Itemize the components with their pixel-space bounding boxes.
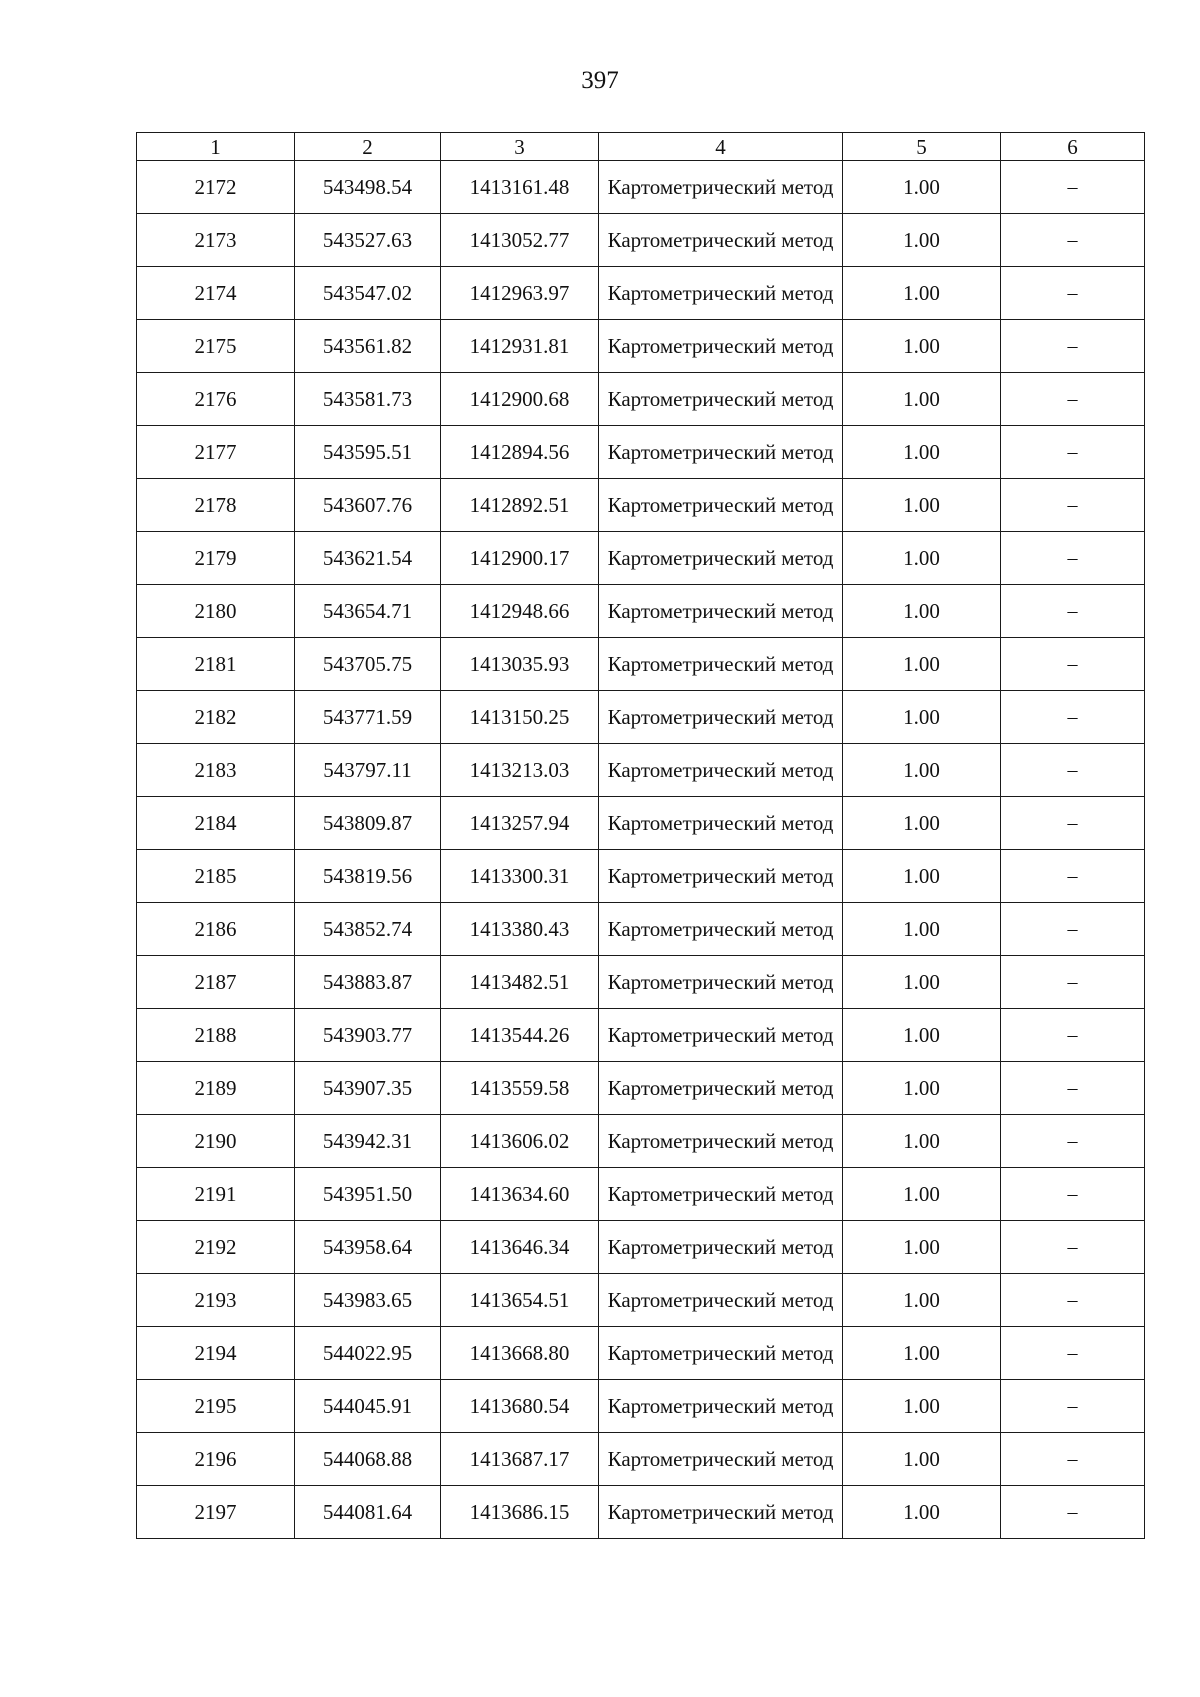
y-coordinate-cell: 1412900.17 (441, 532, 599, 585)
note-cell: – (1001, 1009, 1145, 1062)
x-coordinate-cell: 543771.59 (295, 691, 441, 744)
x-coordinate-cell: 543958.64 (295, 1221, 441, 1274)
y-coordinate-cell: 1412948.66 (441, 585, 599, 638)
method-text: Картометрический метод (607, 1075, 834, 1100)
point-number-cell: 2180 (137, 585, 295, 638)
method-cell (599, 1221, 843, 1274)
accuracy-cell: 1.00 (843, 161, 1001, 214)
table-row (137, 638, 1145, 691)
y-coordinate-cell: 1413646.34 (441, 1221, 599, 1274)
note-cell: – (1001, 161, 1145, 214)
table-row (137, 532, 1145, 585)
method-cell (599, 532, 843, 585)
x-coordinate-cell: 543983.65 (295, 1274, 441, 1327)
note-cell: – (1001, 1115, 1145, 1168)
point-number-cell: 2186 (137, 903, 295, 956)
table-row (137, 1062, 1145, 1115)
method-cell (599, 1062, 843, 1115)
point-number-cell: 2193 (137, 1274, 295, 1327)
method-text: Картометрический метод (607, 545, 834, 570)
table-row (137, 585, 1145, 638)
table-row (137, 1115, 1145, 1168)
point-number-cell: 2181 (137, 638, 295, 691)
accuracy-cell: 1.00 (843, 1327, 1001, 1380)
note-cell: – (1001, 956, 1145, 1009)
method-text: Картометрический метод (607, 598, 834, 623)
y-coordinate-cell: 1413680.54 (441, 1380, 599, 1433)
method-cell (599, 903, 843, 956)
x-coordinate-cell: 543498.54 (295, 161, 441, 214)
x-coordinate-cell: 543705.75 (295, 638, 441, 691)
y-coordinate-cell: 1413559.58 (441, 1062, 599, 1115)
point-number-cell: 2194 (137, 1327, 295, 1380)
method-text: Картометрический метод (607, 227, 834, 252)
method-cell (599, 1168, 843, 1221)
column-header-5: 5 (843, 133, 1001, 161)
point-number-cell: 2174 (137, 267, 295, 320)
point-number-cell: 2172 (137, 161, 295, 214)
point-number-cell: 2195 (137, 1380, 295, 1433)
table-row (137, 373, 1145, 426)
table-row (137, 956, 1145, 1009)
table-row (137, 267, 1145, 320)
note-cell: – (1001, 1062, 1145, 1115)
method-cell (599, 373, 843, 426)
method-text: Картометрический метод (607, 651, 834, 676)
accuracy-cell: 1.00 (843, 532, 1001, 585)
x-coordinate-cell: 543903.77 (295, 1009, 441, 1062)
point-number-cell: 2192 (137, 1221, 295, 1274)
x-coordinate-cell: 543621.54 (295, 532, 441, 585)
accuracy-cell: 1.00 (843, 1433, 1001, 1486)
accuracy-cell: 1.00 (843, 797, 1001, 850)
table-row (137, 850, 1145, 903)
column-header-1: 1 (137, 133, 295, 161)
note-cell: – (1001, 1380, 1145, 1433)
table-row (137, 691, 1145, 744)
point-number-cell: 2182 (137, 691, 295, 744)
method-text: Картометрический метод (607, 492, 834, 517)
y-coordinate-cell: 1412900.68 (441, 373, 599, 426)
accuracy-cell: 1.00 (843, 638, 1001, 691)
note-cell: – (1001, 638, 1145, 691)
point-number-cell: 2183 (137, 744, 295, 797)
method-text: Картометрический метод (607, 439, 834, 464)
note-cell: – (1001, 214, 1145, 267)
point-number-cell: 2191 (137, 1168, 295, 1221)
x-coordinate-cell: 543527.63 (295, 214, 441, 267)
accuracy-cell: 1.00 (843, 850, 1001, 903)
note-cell: – (1001, 903, 1145, 956)
y-coordinate-cell: 1413052.77 (441, 214, 599, 267)
accuracy-cell: 1.00 (843, 1115, 1001, 1168)
accuracy-cell: 1.00 (843, 744, 1001, 797)
table-row (137, 320, 1145, 373)
table-row (137, 1433, 1145, 1486)
note-cell: – (1001, 426, 1145, 479)
accuracy-cell: 1.00 (843, 1062, 1001, 1115)
y-coordinate-cell: 1412894.56 (441, 426, 599, 479)
column-header-4: 4 (599, 133, 843, 161)
y-coordinate-cell: 1413606.02 (441, 1115, 599, 1168)
method-text: Картометрический метод (607, 174, 834, 199)
y-coordinate-cell: 1413544.26 (441, 1009, 599, 1062)
accuracy-cell: 1.00 (843, 1380, 1001, 1433)
point-number-cell: 2177 (137, 426, 295, 479)
note-cell: – (1001, 797, 1145, 850)
method-text: Картометрический метод (607, 1499, 834, 1524)
method-cell (599, 1327, 843, 1380)
table-row (137, 797, 1145, 850)
x-coordinate-cell: 544045.91 (295, 1380, 441, 1433)
accuracy-cell: 1.00 (843, 214, 1001, 267)
point-number-cell: 2187 (137, 956, 295, 1009)
y-coordinate-cell: 1413161.48 (441, 161, 599, 214)
method-cell (599, 744, 843, 797)
method-cell (599, 638, 843, 691)
accuracy-cell: 1.00 (843, 373, 1001, 426)
method-text: Картометрический метод (607, 386, 834, 411)
point-number-cell: 2197 (137, 1486, 295, 1539)
table-row (137, 1221, 1145, 1274)
column-header-3: 3 (441, 133, 599, 161)
column-header-6: 6 (1001, 133, 1145, 161)
accuracy-cell: 1.00 (843, 1009, 1001, 1062)
point-number-cell: 2175 (137, 320, 295, 373)
point-number-cell: 2179 (137, 532, 295, 585)
x-coordinate-cell: 543797.11 (295, 744, 441, 797)
method-text: Картометрический метод (607, 810, 834, 835)
method-text: Картометрический метод (607, 863, 834, 888)
method-text: Картометрический метод (607, 1393, 834, 1418)
note-cell: – (1001, 850, 1145, 903)
note-cell: – (1001, 1486, 1145, 1539)
accuracy-cell: 1.00 (843, 479, 1001, 532)
table-row (137, 426, 1145, 479)
x-coordinate-cell: 543809.87 (295, 797, 441, 850)
accuracy-cell: 1.00 (843, 1274, 1001, 1327)
method-text: Картометрический метод (607, 1340, 834, 1365)
y-coordinate-cell: 1413035.93 (441, 638, 599, 691)
method-text: Картометрический метод (607, 757, 834, 782)
coordinates-table (136, 132, 1145, 1539)
method-cell (599, 426, 843, 479)
method-cell (599, 320, 843, 373)
note-cell: – (1001, 1221, 1145, 1274)
method-cell (599, 1380, 843, 1433)
x-coordinate-cell: 544068.88 (295, 1433, 441, 1486)
method-cell (599, 161, 843, 214)
point-number-cell: 2188 (137, 1009, 295, 1062)
x-coordinate-cell: 543852.74 (295, 903, 441, 956)
y-coordinate-cell: 1413213.03 (441, 744, 599, 797)
table-row (137, 1380, 1145, 1433)
y-coordinate-cell: 1413654.51 (441, 1274, 599, 1327)
x-coordinate-cell: 543942.31 (295, 1115, 441, 1168)
y-coordinate-cell: 1413300.31 (441, 850, 599, 903)
method-cell (599, 267, 843, 320)
method-text: Картометрический метод (607, 969, 834, 994)
method-cell (599, 585, 843, 638)
point-number-cell: 2196 (137, 1433, 295, 1486)
table-row (137, 1168, 1145, 1221)
y-coordinate-cell: 1413380.43 (441, 903, 599, 956)
x-coordinate-cell: 543951.50 (295, 1168, 441, 1221)
y-coordinate-cell: 1413150.25 (441, 691, 599, 744)
accuracy-cell: 1.00 (843, 426, 1001, 479)
y-coordinate-cell: 1413668.80 (441, 1327, 599, 1380)
note-cell: – (1001, 1433, 1145, 1486)
method-text: Картометрический метод (607, 1287, 834, 1312)
method-cell (599, 691, 843, 744)
note-cell: – (1001, 691, 1145, 744)
point-number-cell: 2173 (137, 214, 295, 267)
method-text: Картометрический метод (607, 333, 834, 358)
x-coordinate-cell: 544022.95 (295, 1327, 441, 1380)
point-number-cell: 2184 (137, 797, 295, 850)
y-coordinate-cell: 1413686.15 (441, 1486, 599, 1539)
x-coordinate-cell: 543607.76 (295, 479, 441, 532)
y-coordinate-cell: 1413257.94 (441, 797, 599, 850)
y-coordinate-cell: 1412963.97 (441, 267, 599, 320)
method-cell (599, 1486, 843, 1539)
method-text: Картометрический метод (607, 280, 834, 305)
method-cell (599, 1433, 843, 1486)
note-cell: – (1001, 1327, 1145, 1380)
x-coordinate-cell: 543819.56 (295, 850, 441, 903)
point-number-cell: 2189 (137, 1062, 295, 1115)
table-row (137, 744, 1145, 797)
method-cell (599, 797, 843, 850)
table-header-row (137, 133, 1145, 161)
note-cell: – (1001, 1274, 1145, 1327)
accuracy-cell: 1.00 (843, 903, 1001, 956)
accuracy-cell: 1.00 (843, 691, 1001, 744)
column-header-2: 2 (295, 133, 441, 161)
accuracy-cell: 1.00 (843, 956, 1001, 1009)
accuracy-cell: 1.00 (843, 1168, 1001, 1221)
y-coordinate-cell: 1413687.17 (441, 1433, 599, 1486)
method-text: Картометрический метод (607, 1181, 834, 1206)
point-number-cell: 2185 (137, 850, 295, 903)
method-text: Картометрический метод (607, 1446, 834, 1471)
x-coordinate-cell: 543654.71 (295, 585, 441, 638)
method-cell (599, 479, 843, 532)
note-cell: – (1001, 585, 1145, 638)
x-coordinate-cell: 543581.73 (295, 373, 441, 426)
table-row (137, 1274, 1145, 1327)
page-number: 397 (581, 67, 619, 94)
accuracy-cell: 1.00 (843, 585, 1001, 638)
note-cell: – (1001, 373, 1145, 426)
method-cell (599, 1115, 843, 1168)
point-number-cell: 2176 (137, 373, 295, 426)
method-cell (599, 956, 843, 1009)
note-cell: – (1001, 267, 1145, 320)
accuracy-cell: 1.00 (843, 1486, 1001, 1539)
table-row (137, 1327, 1145, 1380)
x-coordinate-cell: 543907.35 (295, 1062, 441, 1115)
table-row (137, 903, 1145, 956)
x-coordinate-cell: 543883.87 (295, 956, 441, 1009)
method-text: Картометрический метод (607, 1234, 834, 1259)
note-cell: – (1001, 320, 1145, 373)
method-text: Картометрический метод (607, 704, 834, 729)
x-coordinate-cell: 543595.51 (295, 426, 441, 479)
accuracy-cell: 1.00 (843, 1221, 1001, 1274)
method-text: Картометрический метод (607, 1128, 834, 1153)
table-row (137, 214, 1145, 267)
note-cell: – (1001, 1168, 1145, 1221)
method-cell (599, 850, 843, 903)
note-cell: – (1001, 744, 1145, 797)
point-number-cell: 2178 (137, 479, 295, 532)
y-coordinate-cell: 1412931.81 (441, 320, 599, 373)
table-row (137, 1009, 1145, 1062)
point-number-cell: 2190 (137, 1115, 295, 1168)
method-cell (599, 1009, 843, 1062)
x-coordinate-cell: 543547.02 (295, 267, 441, 320)
table-row (137, 161, 1145, 214)
y-coordinate-cell: 1412892.51 (441, 479, 599, 532)
x-coordinate-cell: 543561.82 (295, 320, 441, 373)
method-cell (599, 1274, 843, 1327)
accuracy-cell: 1.00 (843, 267, 1001, 320)
y-coordinate-cell: 1413634.60 (441, 1168, 599, 1221)
method-text: Картометрический метод (607, 916, 834, 941)
method-cell (599, 214, 843, 267)
accuracy-cell: 1.00 (843, 320, 1001, 373)
table-row (137, 1486, 1145, 1539)
note-cell: – (1001, 479, 1145, 532)
table-row (137, 479, 1145, 532)
x-coordinate-cell: 544081.64 (295, 1486, 441, 1539)
method-text: Картометрический метод (607, 1022, 834, 1047)
y-coordinate-cell: 1413482.51 (441, 956, 599, 1009)
note-cell: – (1001, 532, 1145, 585)
